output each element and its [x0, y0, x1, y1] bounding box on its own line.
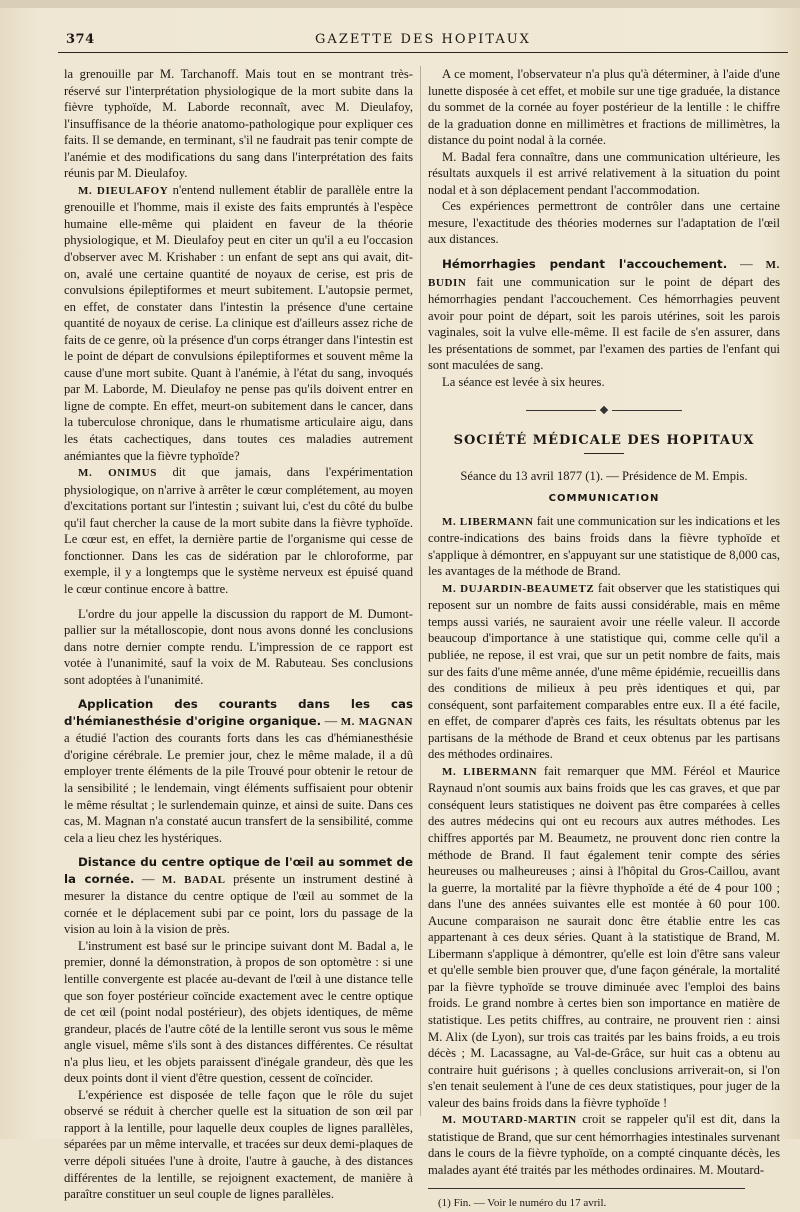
session-line: Séance du 13 avril 1877 (1). — Présidence de M. Empis. — [460, 469, 748, 484]
paragraph-text: dit que jamais, dans l'expérimentation physiologique, on n'arrive à arrêter le cœur complétement, au moyen d'excitations portant sur l'intestin ; suivant lui, c'est du côté du bulbe qu'il faut chercher la cause de la mort subite dans la fièvre typhoïde. Le cœur est, en effet, la dernière partie de l'organisme qui cesse de fonctionner. Dans les cas de sidération par le chloroforme, par exemple, il y a longtemps que le système nerveux est épuisé quand le cœur continue encore à battre. — [64, 465, 413, 596]
ornament-divider — [428, 402, 780, 419]
right-column — [428, 66, 780, 1212]
paragraph-text: fait une communication sur le point de départ des hémorrhagies pendant l'accouchement. Ces hémorrhagies peuvent avoir pour point de départ, soit les parois utérines, soit les parois vaginales, soit la vulve elle-même. Il est facile de s'en assurer, dans les présentations de sommet, par l'examen des parties de l'enfant qui sont maculées de sang. — [428, 274, 780, 373]
paragraph: Ces expériences permettront de contrôler dans une certaine mesure, l'exactitude des théories modernes sur l'adaptation de l'œil aux distances. — [428, 199, 780, 247]
paragraph-text: a étudié l'action des courants forts dans les cas d'hémianesthésie d'origine cérébrale. Le premier jour, chez le même malade, il a dû employer trente éléments de la pile Trouvé pour obtenir le retour de la sensibilité ; le lendemain, vingt éléments suffisaient pour obtenir le même résultat ; le surlendemain quinze, et ainsi de suite. Dans ces cas, M. Magnan n'a constaté aucun transfert de la sensibilité, comme cela a lieu chez les hystériques. — [64, 731, 413, 845]
paragraph-text: fait observer que les statistiques qui reposent sur un nombre de faits aussi considérable, mais en même temps aussi variés, ne sauraient avoir une réelle valeur. Il accorde beaucoup d'importance à une statistique qui, comme celle qu'il a publiée, ne repose, il est vrai, que sur un petit nombre de faits, mais sur des faits d'une même année, d'une même épidémie, recueillis dans des conditions de milieux à peu près identiques et qui, par conséquent, sont parfaitement comparables entre eux. Il a été facile, en effet, de comparer d'après ces faits, les résultats obtenus par les partisans de la méthode de Brand et ceux obtenus par les partisans des méthodes ordinaires. — [428, 580, 780, 762]
paragraph-text: fait une communication sur les indications et les contre-indications des bains froids dans la fièvre typhoïde et s'applique à démontrer, en s'appuyant sur une statistique de 8,000 cas, les avantages de la méthode de Brand. — [428, 513, 780, 579]
section-heading: Hémorrhagies pendant l'accouchement. — [442, 257, 728, 272]
speaker-name: M. MOUTARD-MARTIN — [442, 1114, 577, 1127]
paragraph: Application des courants dans les cas d'hémianesthésie d'origine organique. — M. MAGNAN a étudié l'action des courants forts dans les cas d'hémianesthésie d'origine cérébrale. Le premier jour, chez le même malade, il a dû employer trente éléments de la pile Trouvé pour obtenir le retour de la sensibilité ; le lendemain, vingt éléments suffisaient pour obtenir le même résultat ; le surlendemain quinze, et ainsi de suite. Dans ces cas, M. Magnan n'a constaté aucun transfert de la sensibilité, comme cela a lieu chez les hystériques. — [64, 697, 414, 845]
speaker-name: M. LIBERMANN — [442, 765, 538, 778]
paragraph: L'instrument est basé sur le principe suivant dont M. Badal a, le premier, donné la démonstration, à propos de son optomètre : si une lentille convergente est placée au-devant de l'œil à une distance telle que son foyer postérieur coïncide exactement avec le centre optique de cet œil (point nodal postérieur), des objets identiques, de même grandeur, placés de l'autre côté de la lentille seront vus sous le même angle visuel, même s'ils sont à des distances différentes. Ce résultat n'a plus lieu, et les objets paraissent d'inégale grandeur, dès que les deux points dont il vient d'être question, cessent de coïncider. — [64, 938, 413, 1086]
section-rule — [584, 453, 624, 454]
paragraph — [428, 1111, 780, 1178]
journal-title: GAZETTE DES HOPITAUX — [315, 32, 531, 47]
speaker-name: M. BADAL — [162, 873, 226, 886]
footnote: (1) Fin. — Voir le numéro du 17 avril. — [438, 1197, 607, 1210]
footnote-rule — [428, 1188, 745, 1189]
page-header — [58, 30, 788, 53]
speaker-name: M. DUJARDIN-BEAUMETZ — [442, 582, 595, 595]
paragraph — [428, 513, 780, 580]
subheading: COMMUNICATION — [548, 493, 660, 505]
section-title: SOCIÉTÉ MÉDICALE DES HOPITAUX — [453, 432, 755, 448]
paragraph-text: croit se rappeler qu'il est dit, dans la statistique de Brand, que sur cent hémorrhagies intestinales survenant dans le cours de la fièvre typhoïde, on a compté cinquante décès, les malades ayant été traités par les méthodes ordinaires. M. Moutard- — [428, 1112, 780, 1177]
section-heading: Distance du centre optique de l'œil au sommet de la cornée. — [64, 855, 413, 886]
paragraph — [428, 580, 780, 763]
paragraph: L'expérience est disposée de telle façon que le rôle du sujet observé se réduit à chercher quelle est la situation de son œil par rapport à la lentille, pour laquelle deux couples de lignes parallèles, séparées par un même intervalle, et tracées sur deux demi-plaques de verre dépoli situées l'une à droite, l'autre à gauche, à des distances différentes de la lentille, se rejoignent exactement, de manière à paraître constituer un seul couple de lignes parallèles. — [64, 1087, 413, 1202]
speaker-name: M. LIBERMANN — [442, 515, 534, 528]
paragraph — [428, 763, 780, 1111]
left-column — [64, 66, 413, 1203]
paragraph: L'ordre du jour appelle la discussion du rapport de M. Dumont-pallier sur la métalloscopie, dont nous avons donné les conclusions dans notre dernier compte rendu. L'impression de ce rapport est votée à l'unanimité, sauf la voix de M. Rabuteau. Ses conclusions sont adoptées à l'unanimité. — [64, 606, 413, 687]
column-divider — [420, 66, 421, 1116]
paragraph — [64, 464, 413, 597]
paragraph: la grenouille par M. Tarchanoff. Mais tout en se montrant très-réservé sur l'interprétation physiologique de la mort subite dans la fièvre typhoïde, M. Laborde reconnaît, avec M. Dieulafoy, l'insuffisance de la théorie anatomo-pathologique pour expliquer ces faits. Il se demande, en terminant, s'il ne faudrait pas tenir compte de l'anémie et des modifications du sang dans l'interprétation des faits réunis par M. Dieulafoy. — [64, 67, 413, 181]
paragraph: Distance du centre optique de l'œil au sommet de la cornée. — M. BADAL présente un instrument destiné à mesurer la distance du centre optique de l'œil au sommet de la cornée et le déplacement subi par ce point, lors du passage de la vision au loin à la vision de près. — [64, 855, 413, 937]
speaker-name: M. ONIMUS — [78, 467, 157, 480]
speaker-name: M. MAGNAN — [340, 715, 414, 728]
paragraph — [64, 182, 413, 464]
paragraph: A ce moment, l'observateur n'a plus qu'à déterminer, à l'aide d'une lunette disposée à cet effet, et mobile sur une tige graduée, la distance du sommet de la cornée au foyer postérieur de la lentille : le chiffre de la graduation donne en millimètres et fractions de millimètres, la distance du point nodal à la cornée. — [428, 67, 780, 148]
paragraph: La séance est levée à six heures. — [442, 374, 605, 389]
paragraph: Hémorrhagies pendant l'accouchement. — M. BUDIN fait une communication sur le point de départ des hémorrhagies pendant l'accouchement. Ces hémorrhagies peuvent avoir pour point de départ, soit les parois utérines, soit les parois vaginales, soit la vulve elle-même. Il est facile de s'en assurer, dans les présentations de sommet, par l'examen des parties de l'enfant qui sont maculées de sang. — [428, 257, 780, 373]
top-edge — [0, 0, 800, 8]
speaker-name: M. DIEULAFOY — [78, 184, 169, 197]
page-number: 374 — [66, 32, 95, 47]
paragraph: M. Badal fera connaître, dans une communication ultérieure, les résultats auxquels il est arrivé relativement à la situation du point nodal et à son déplacement pendant l'accommodation. — [428, 149, 780, 197]
paragraph-text: fait remarquer que MM. Féréol et Maurice Raynaud n'ont soumis aux bains froids que les cas graves, et que par conséquent leurs statistiques ne doivent pas être comparées à celles des autres médecins qui ont eu recours aux autres méthodes. Les chiffres apportés par M. Beaumetz, ne prouvent donc rien contre la méthode de Brand. Il faut également tenir compte des séries heureuses ou malheureuses ; ainsi à l'hôpital du Gros-Caillou, avant la guerre, la mortalité par la fièvre thyphoïde a été de 4 pour 100 ; dans l'une des années suivantes elle est montée à 60 pour 100. Aucune comparaison ne saurait donc être établie entre les cas appartenant à ces deux séries. Quant à la statistique de Brand, M. Libermann s'applique à démontrer, qu'elle est loin d'être sans valeur et qu'elle semble bien prouver que, d'une façon générale, la mortalité par la fièvre typhoïde se trouve diminuée avec l'emploi des bains froids. Le grand nombre à certes bien son importance en matière de statistique. Les petits chiffres, au contraire, ne prouvent rien : ainsi M. Alix (de Lyon), sur trois cas traités par les bains froids, a eu trois décès ; M. Lacassagne, au Val-de-Grâce, sur huit cas a obtenu au contraire huit guérisons ; à quelles conclusions arriverait-on, si l'on s'en tenait seulement à l'une de ces deux statistiques, pour juger de la valeur des bains froids dans la fièvre typhoïde ! — [428, 763, 780, 1110]
paragraph-text: n'entend nullement établir de parallèle entre la grenouille et l'homme, mais il existe des faits empruntés à l'espèce humaine elle-même qui plaident en faveur de la théorie physiologique, et M. Dieulafoy peut en citer un qu'il a eu l'occasion d'observer avec M. Krishaber : un enfant de sept ans qui avait, dit-on, avalé une certaine quantité de noyaux de cerise, est pris de convulsions épileptiformes et meurt subitement. L'autopsie permet, en effet, de constater dans l'intestin la présence d'une certaine quantité de noyaux de cerise. La clinique est d'ailleurs assez riche de faits de ce genre, où la présence d'un corps étranger dans l'intestin est le point de départ de convulsions épileptiformes et souvent même la cause d'une mort subite. Quant à l'anémie, à l'état du sang, invoqués par M. Laborde, M. Dieulafoy ne pense pas qu'ils doivent entrer en ligne de compte. En effet, meurt-on subitement dans le cancer, dans la tuberculose chronique, dans le rhumatisme articulaire aigu, dans les états cachectiques, dans toutes ces maladies autrement anémiantes que la fièvre typhoïde? — [64, 182, 413, 463]
section-heading: Application des courants dans les cas d'hémianesthésie d'origine organique. — [64, 697, 413, 728]
speaker-name: M. BUDIN — [428, 259, 780, 289]
paragraph-text: présente un instrument destiné à mesurer la distance du centre optique de l'œil au sommet de la cornée et le déplacement subi par ce point, lors du passage de la vision au loin à la vision de près. — [64, 871, 413, 937]
